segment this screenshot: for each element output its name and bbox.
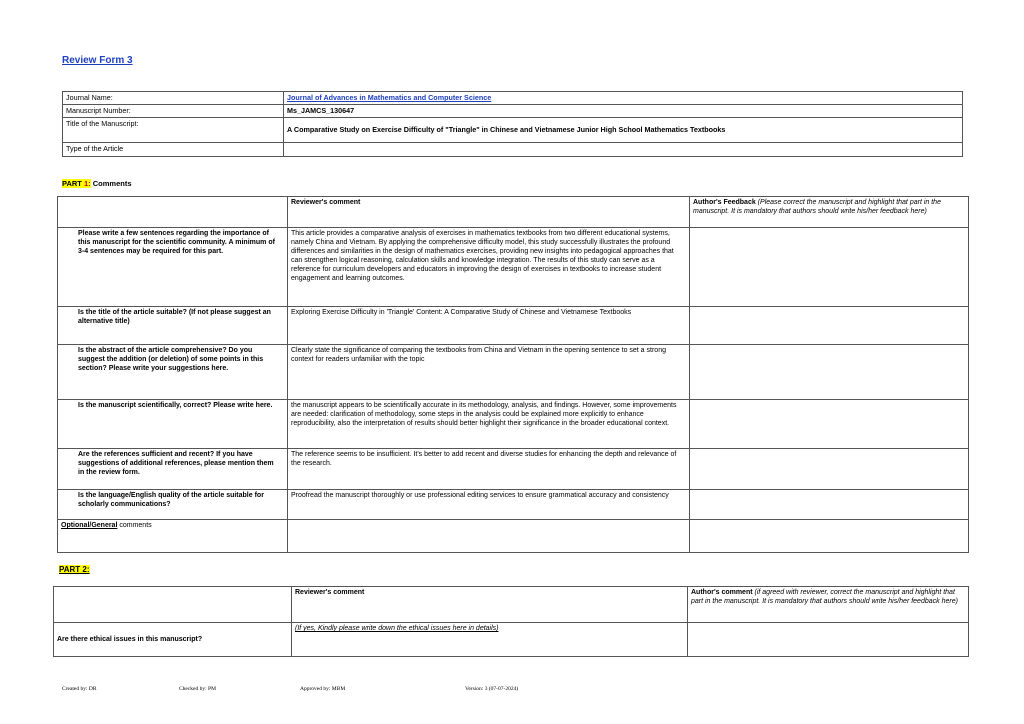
optional-comments-reviewer[interactable] <box>288 520 690 553</box>
optional-comments-suffix: comments <box>117 522 152 529</box>
feedback-abstract[interactable] <box>690 345 969 400</box>
comment-title: Exploring Exercise Difficulty in 'Triangle' Content: A Comparative Study of Chinese and Vietnamese Textbooks <box>288 307 690 345</box>
comments-table <box>57 196 969 553</box>
manuscript-title-label: Title of the Manuscript: <box>63 118 284 143</box>
footer-approved: Approved by: MBM <box>300 686 346 692</box>
article-type-value <box>284 143 963 157</box>
manuscript-info-table <box>62 91 963 157</box>
comment-abstract: Clearly state the significance of comparing the textbooks from China and Vietnam in the opening sentence to set a strong context for readers unfamiliar with the topic <box>288 345 690 400</box>
part1-label: Comments <box>92 179 132 188</box>
feedback-references[interactable] <box>690 449 969 490</box>
footer-checked: Checked by: PM <box>179 686 216 692</box>
feedback-importance[interactable] <box>690 228 969 307</box>
optional-comments-author[interactable] <box>690 520 969 553</box>
part1-prefix: PART <box>62 179 82 188</box>
part2-author-title: Author's comment <box>691 589 753 596</box>
comments-header-blank <box>58 197 288 228</box>
part2-reviewer-header: Reviewer's comment <box>292 587 688 623</box>
manuscript-title-value: A Comparative Study on Exercise Difficulty of "Triangle" in Chinese and Vietnamese Junior High School Mathematics Textbooks <box>287 125 726 135</box>
question-importance: Please write a few sentences regarding the importance of this manuscript for the scientific community. A minimum of 3-4 sentences may be required for this part. <box>58 228 288 307</box>
question-title: Is the title of the article suitable? (If not please suggest an alternative title) <box>58 307 288 345</box>
footer-version: Version: 3 (07-07-2024) <box>465 686 519 692</box>
part1-number: 1: <box>83 179 91 188</box>
part2-author-note: (if agreed with reviewer, correct the manuscript and highlight that part in the manuscript. It is mandatory that authors should write his/her feedback here) <box>691 589 958 606</box>
manuscript-number-value: Ms_JAMCS_130647 <box>284 105 963 118</box>
part2-author-header <box>688 587 969 623</box>
ethics-question: Are there ethical issues in this manuscript? <box>54 623 292 657</box>
author-feedback-title: Author's Feedback <box>693 199 756 206</box>
comment-importance: This article provides a comparative analysis of exercises in mathematics textbooks from two different educational systems, namely China and Vietnam. By applying the comprehensive difficulty model, this study successfully illustrates the profound differences and similarities in the design of mathematics exercises, providing new insights into pedagogical approaches that can strengthen logical reasoning, calculation skills and knowledge integration. The results of this study can serve as a reference for curriculum developers and educators in improving the design of exercises in textbooks to increase student engagement and learning outcomes. <box>288 228 690 307</box>
feedback-title[interactable] <box>690 307 969 345</box>
question-language: Is the language/English quality of the article suitable for scholarly communications? <box>58 490 288 520</box>
journal-label: Journal Name: <box>63 92 284 105</box>
comment-language: Proofread the manuscript thoroughly or use professional editing services to ensure grammatical accuracy and consistency <box>288 490 690 520</box>
feedback-scientific[interactable] <box>690 400 969 449</box>
ethics-table <box>53 586 969 657</box>
form-title: Review Form 3 <box>62 55 133 66</box>
author-feedback-header <box>690 197 969 228</box>
feedback-language[interactable] <box>690 490 969 520</box>
manuscript-number-label: Manuscript Number: <box>63 105 284 118</box>
ethics-header-blank <box>54 587 292 623</box>
journal-link[interactable]: Journal of Advances in Mathematics and Computer Science <box>287 93 492 102</box>
footer-created: Created by: DR <box>62 686 97 692</box>
part1-heading <box>62 179 132 188</box>
ethics-reviewer-cell[interactable] <box>292 623 688 657</box>
question-references: Are the references sufficient and recent? If you have suggestions of additional references, please mention them in the review form. <box>58 449 288 490</box>
ethics-author-cell[interactable] <box>688 623 969 657</box>
article-type-label: Type of the Article <box>63 143 284 157</box>
comment-references: The reference seems to be insufficient. It's better to add recent and diverse studies for enhancing the depth and relevance of the research. <box>288 449 690 490</box>
author-feedback-note: (Please correct the manuscript and highlight that part in the manuscript. It is mandatory that authors should write his/her feedback here) <box>693 199 941 216</box>
comment-scientific: the manuscript appears to be scientifically accurate in its methodology, analysis, and findings. However, some improvements are needed: clarification of methodology, some steps in the analysis could be explained more explicitly to enhance reproducibility, also the interpretation of results should better highlight their significance in the broader educational context. <box>288 400 690 449</box>
optional-general-label: Optional/General <box>61 522 118 529</box>
ethics-hint: (If yes, Kindly please write down the ethical issues here in details) <box>295 625 499 632</box>
question-scientific: Is the manuscript scientifically, correct? Please write here. <box>58 400 288 449</box>
question-abstract: Is the abstract of the article comprehensive? Do you suggest the addition (or deletion) of some points in this section? Please write your suggestions here. <box>58 345 288 400</box>
reviewer-comment-header: Reviewer's comment <box>288 197 690 228</box>
part2-heading <box>59 565 90 574</box>
optional-comments-label <box>58 520 288 553</box>
part2-label: PART 2: <box>59 565 90 574</box>
